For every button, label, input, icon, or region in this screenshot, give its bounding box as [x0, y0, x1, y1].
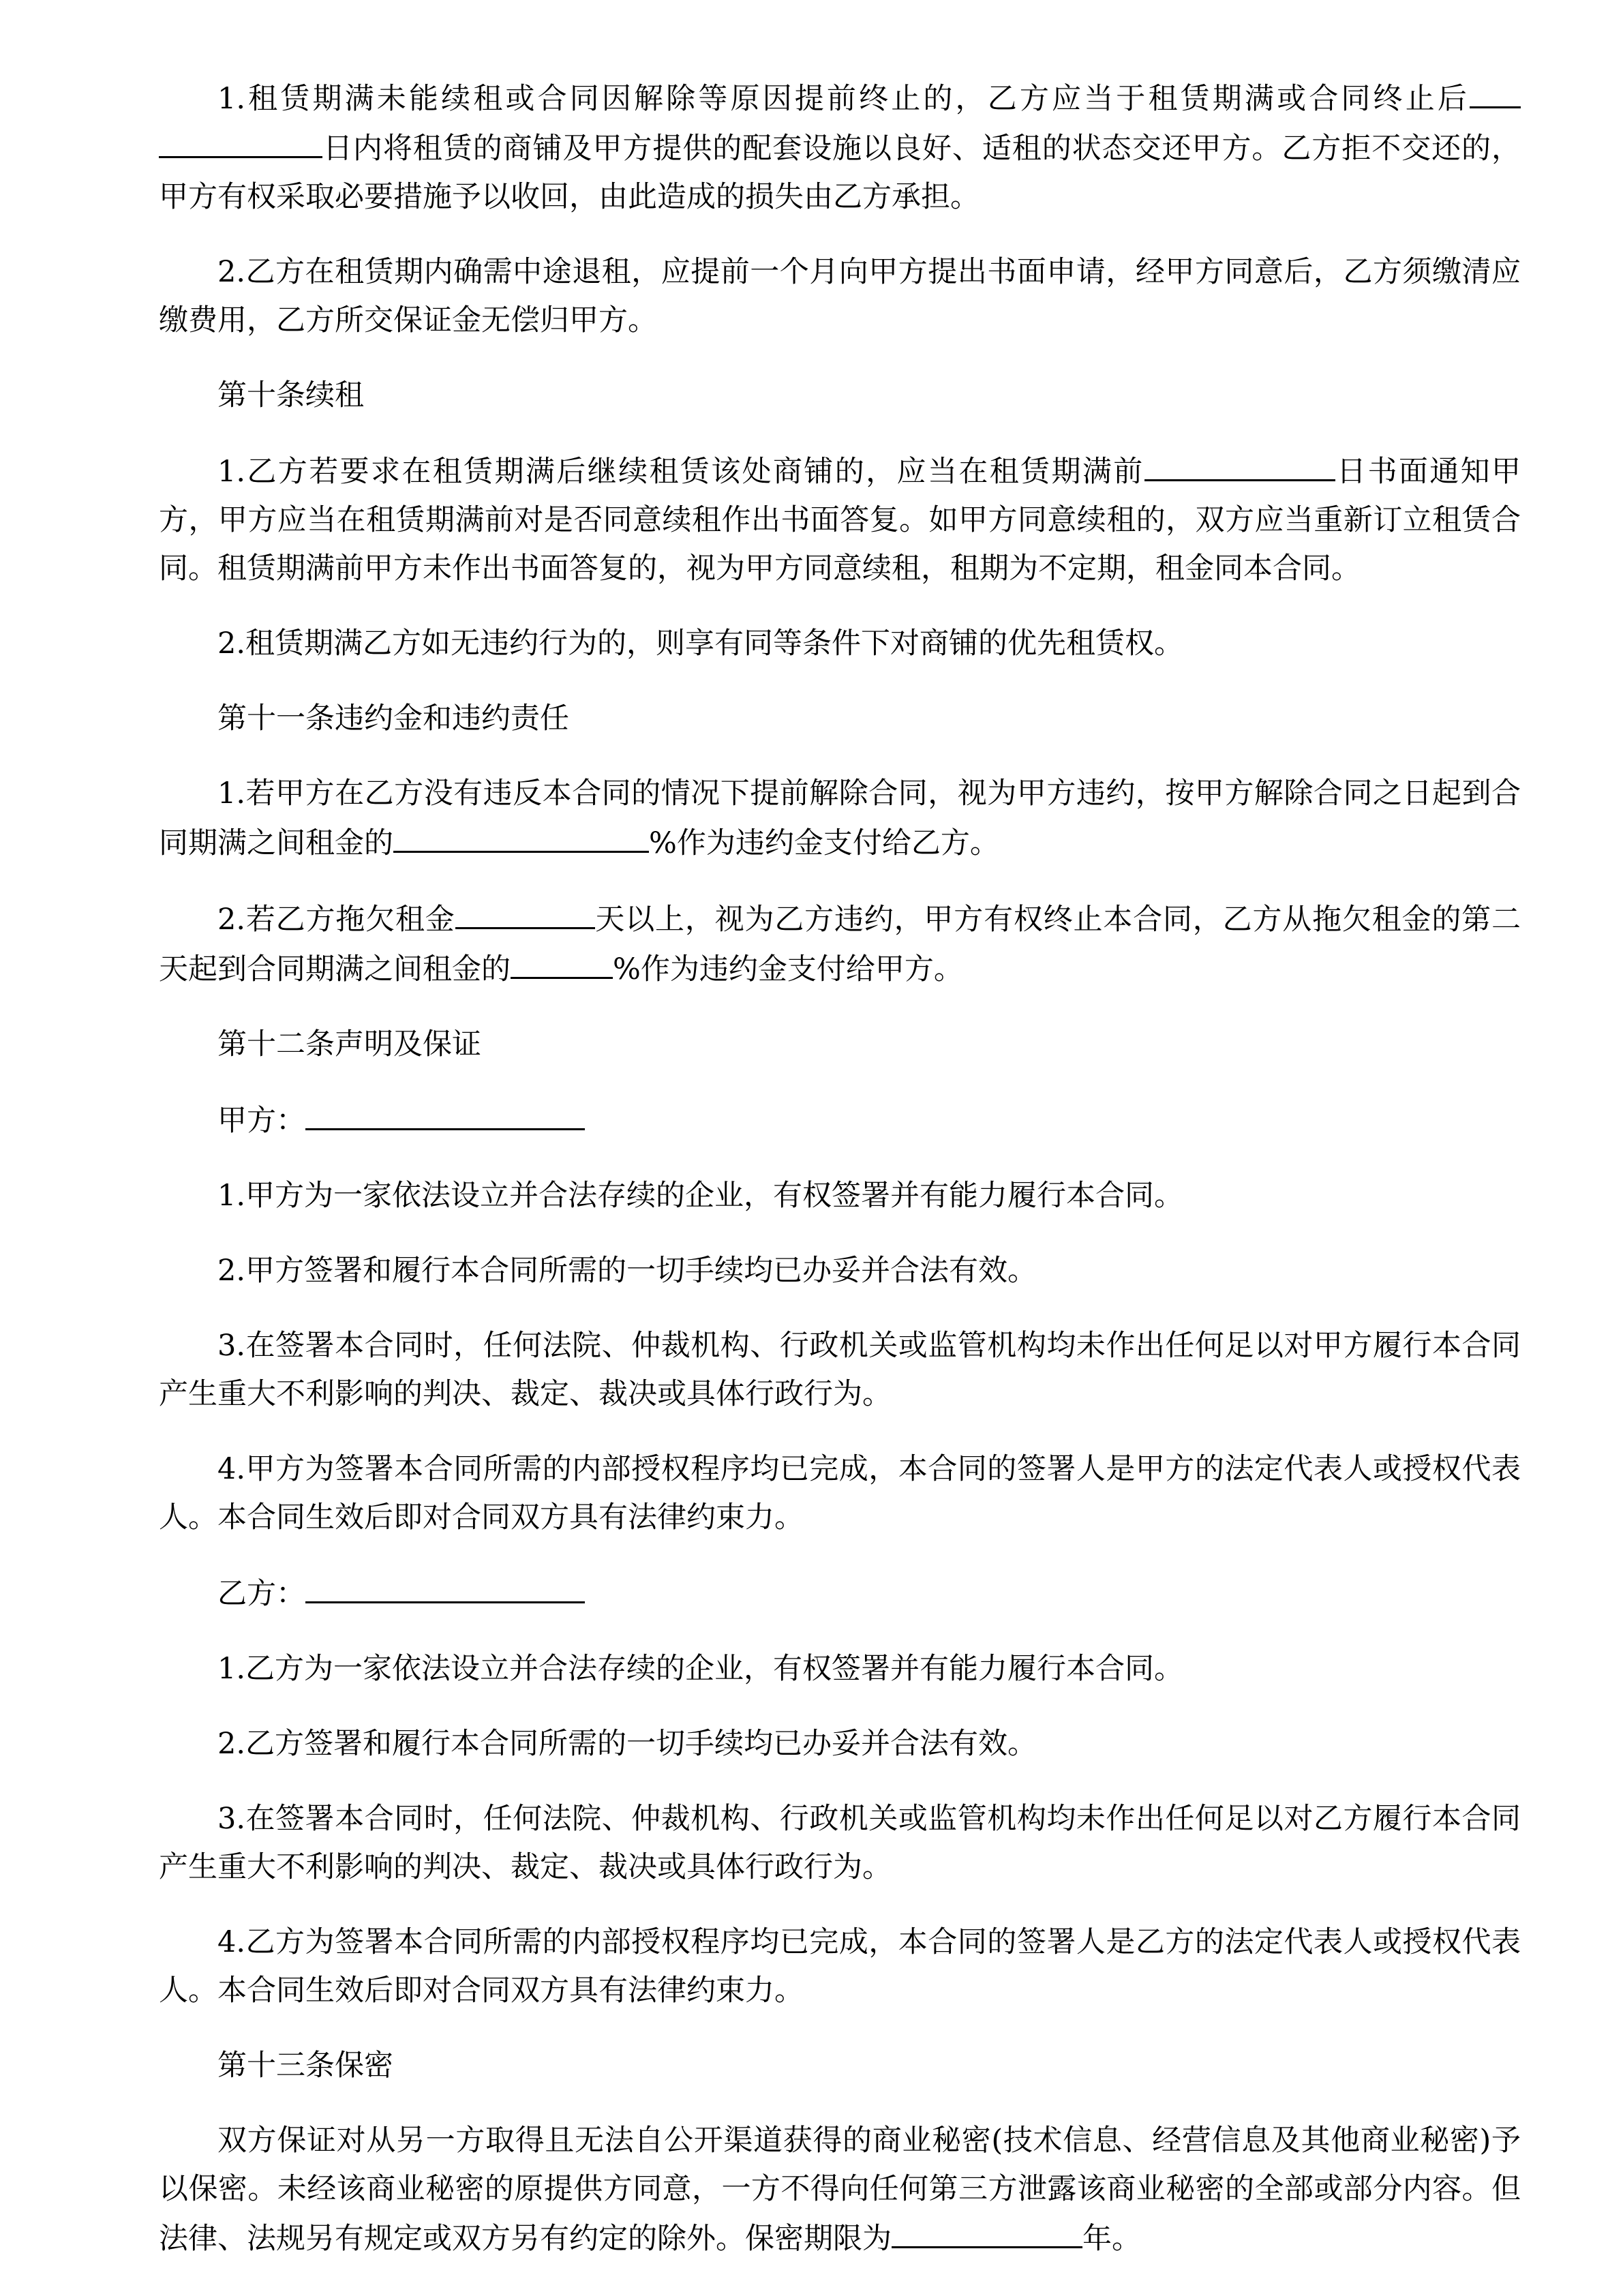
- clause-10-item-1-text-a: 1.乙方若要求在租赁期满后继续租赁该处商铺的，应当在租赁期满前: [217, 455, 1144, 489]
- clause-9-item-1: [159, 74, 1521, 222]
- contract-body: [159, 74, 1521, 2290]
- clause-11-item-1-text-a: 1.若甲方在乙方没有违反本合同的情况下提前解除合同，视为甲方违约，按甲方解除合同之日起到合同期满之间租金的: [159, 776, 1521, 860]
- party-a-item-4: 4.甲方为签署本合同所需的内部授权程序均已完成，本合同的签署人是甲方的法定代表人或授权代表人。本合同生效后即对合同双方具有法律约束力。: [159, 1452, 1521, 1535]
- party-a-label: 甲方：: [217, 1104, 305, 1138]
- penalty-percent-blank-a: [393, 818, 649, 853]
- party-a-line: [159, 1096, 1521, 1145]
- clause-11-item-2-text-c: %作为违约金支付给甲方。: [613, 952, 963, 986]
- clause-9-item-1-text-a: 1.租赁期满未能续租或合同因解除等原因提前终止的，乙方应当于租赁期满或合同终止后: [217, 82, 1470, 116]
- clause-9-item-2: 2.乙方在租赁期内确需中途退租，应提前一个月向甲方提出书面申请，经甲方同意后，乙方须缴清应缴费用，乙方所交保证金无偿归甲方。: [159, 255, 1521, 337]
- party-a-item-3: 3.在签署本合同时，任何法院、仲裁机构、行政机关或监管机构均未作出任何足以对甲方履行本合同产生重大不利影响的判决、裁定、裁决或具体行政行为。: [159, 1329, 1521, 1411]
- clause-13-text-a: 双方保证对从另一方取得且无法自公开渠道获得的商业秘密(技术信息、经营信息及其他商业秘密)予以保密。未经该商业秘密的原提供方同意，一方不得向任何第三方泄露该商业秘密的全部或部分内容。但法律、法规另有规定或双方另有约定的除外。保密期限为: [159, 2124, 1521, 2256]
- party-b-item-1: 1.乙方为一家依法设立并合法存续的企业，有权签署并有能力履行本合同。: [217, 1652, 1184, 1686]
- section-10-heading: 第十条续租: [217, 378, 364, 412]
- clause-11-item-1-text-b: %作为违约金支付给乙方。: [649, 826, 999, 860]
- section-12-heading: 第十二条声明及保证: [217, 1027, 481, 1061]
- clause-13-text-b: 年。: [1082, 2222, 1141, 2256]
- clause-11-item-2-text-b: 天以上，视为乙方违约，甲方有权终止本合同，乙方从拖欠租金的第二天起到合同期满之间租金的: [159, 903, 1521, 986]
- party-a-name-blank: [305, 1096, 585, 1130]
- clause-10-item-1: [159, 447, 1521, 593]
- return-days-blank-part2: [159, 123, 322, 158]
- notice-days-blank: [1144, 447, 1335, 481]
- penalty-percent-blank-b: [511, 944, 613, 979]
- party-b-line: [159, 1569, 1521, 1618]
- clause-10-item-1-text-b: 日书面通知甲方，甲方应当在租赁期满前对是否同意续租作出书面答复。如甲方同意续租的，双方应当重新订立租赁合同。租赁期满前甲方未作出书面答复的，视为甲方同意续租，租期为不定期，租金同本合同。: [159, 455, 1521, 586]
- party-a-item-2: 2.甲方签署和履行本合同所需的一切手续均已办妥并合法有效。: [217, 1254, 1037, 1288]
- overdue-days-blank: [455, 894, 595, 929]
- return-days-blank-part1: [1470, 74, 1521, 108]
- party-a-item-1: 1.甲方为一家依法设立并合法存续的企业，有权签署并有能力履行本合同。: [217, 1179, 1184, 1213]
- party-b-item-4: 4.乙方为签署本合同所需的内部授权程序均已完成，本合同的签署人是乙方的法定代表人或授权代表人。本合同生效后即对合同双方具有法律约束力。: [159, 1925, 1521, 2008]
- confidentiality-years-blank: [892, 2214, 1082, 2248]
- section-11-heading: 第十一条违约金和违约责任: [217, 701, 569, 736]
- section-13-heading: 第十三条保密: [217, 2049, 393, 2083]
- party-b-item-2: 2.乙方签署和履行本合同所需的一切手续均已办妥并合法有效。: [217, 1727, 1037, 1761]
- clause-10-item-2: 2.租赁期满乙方如无违约行为的，则享有同等条件下对商铺的优先租赁权。: [217, 626, 1184, 661]
- clause-9-item-1-text-b: 日内将租赁的商铺及甲方提供的配套设施以良好、适租的状态交还甲方。乙方拒不交还的，甲方有权采取必要措施予以收回，由此造成的损失由乙方承担。: [159, 132, 1521, 214]
- clause-11-item-2: [159, 894, 1521, 994]
- party-b-name-blank: [305, 1569, 585, 1603]
- party-b-item-3: 3.在签署本合同时，任何法院、仲裁机构、行政机关或监管机构均未作出任何足以对乙方履行本合同产生重大不利影响的判决、裁定、裁决或具体行政行为。: [159, 1802, 1521, 1884]
- clause-11-item-1: [159, 770, 1521, 868]
- clause-13-item-1: [159, 2117, 1521, 2263]
- party-b-label: 乙方：: [217, 1577, 305, 1611]
- clause-11-item-2-text-a: 2.若乙方拖欠租金: [217, 903, 455, 937]
